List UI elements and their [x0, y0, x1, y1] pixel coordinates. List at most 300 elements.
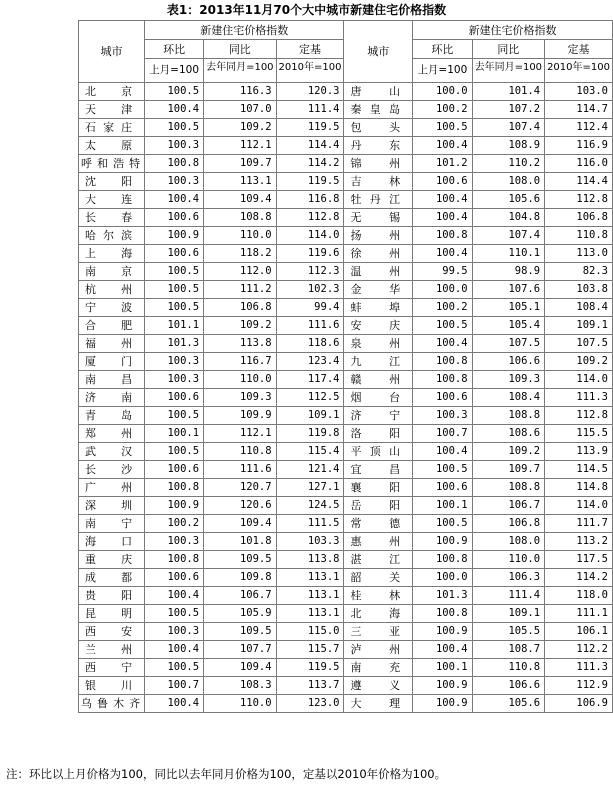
fixed-index-right: 114.4 — [545, 173, 613, 191]
table-row — [79, 317, 613, 335]
city-name-right: 三亚 — [344, 623, 413, 641]
mom-index-left: 100.5 — [145, 281, 204, 299]
fixed-index-right: 82.3 — [545, 263, 613, 281]
city-name-right: 唐山 — [344, 83, 413, 101]
mom-index-right: 100.5 — [413, 515, 472, 533]
city-name-right: 金华 — [344, 281, 413, 299]
yoy-index-right: 106.3 — [472, 569, 544, 587]
yoy-index-left: 108.3 — [204, 677, 276, 695]
city-name-right: 桂林 — [344, 587, 413, 605]
fixed-index-right: 106.1 — [545, 623, 613, 641]
city-name-right: 韶关 — [344, 569, 413, 587]
table-row — [79, 263, 613, 281]
table-row — [79, 299, 613, 317]
header-yoy-base-right: 去年同月=100 — [472, 59, 544, 83]
header-mom-base-right: 上月=100 — [413, 59, 472, 83]
table-row — [79, 461, 613, 479]
fixed-index-left: 123.4 — [276, 353, 344, 371]
fixed-index-right: 111.3 — [545, 659, 613, 677]
city-name-right: 锦州 — [344, 155, 413, 173]
city-name-right: 平顶山 — [344, 443, 413, 461]
header-group-left: 新建住宅价格指数 — [145, 21, 344, 40]
mom-index-left: 100.8 — [145, 479, 204, 497]
mom-index-right: 100.6 — [413, 389, 472, 407]
city-name-left: 深圳 — [79, 497, 145, 515]
mom-index-right: 100.8 — [413, 551, 472, 569]
table-row — [79, 389, 613, 407]
table-row — [79, 155, 613, 173]
fixed-index-right: 113.0 — [545, 245, 613, 263]
fixed-index-left: 112.8 — [276, 209, 344, 227]
yoy-index-right: 111.4 — [472, 587, 544, 605]
yoy-index-left: 109.4 — [204, 191, 276, 209]
yoy-index-left: 113.8 — [204, 335, 276, 353]
mom-index-right: 100.4 — [413, 641, 472, 659]
mom-index-right: 100.6 — [413, 173, 472, 191]
yoy-index-right: 106.6 — [472, 353, 544, 371]
mom-index-right: 100.5 — [413, 461, 472, 479]
yoy-index-right: 106.6 — [472, 677, 544, 695]
mom-index-left: 100.5 — [145, 605, 204, 623]
city-name-left: 长沙 — [79, 461, 145, 479]
city-name-left: 沈阳 — [79, 173, 145, 191]
yoy-index-right: 108.8 — [472, 407, 544, 425]
fixed-index-right: 112.2 — [545, 641, 613, 659]
city-name-left: 西安 — [79, 623, 145, 641]
fixed-index-right: 114.0 — [545, 371, 613, 389]
header-yoy-base-left: 去年同月=100 — [204, 59, 276, 83]
mom-index-left: 100.5 — [145, 263, 204, 281]
yoy-index-right: 110.2 — [472, 155, 544, 173]
city-name-right: 徐州 — [344, 245, 413, 263]
mom-index-left: 100.7 — [145, 677, 204, 695]
fixed-index-left: 113.1 — [276, 605, 344, 623]
fixed-index-right: 107.5 — [545, 335, 613, 353]
yoy-index-right: 110.0 — [472, 551, 544, 569]
mom-index-right: 100.5 — [413, 317, 472, 335]
mom-index-left: 100.9 — [145, 227, 204, 245]
city-name-left: 哈尔滨 — [79, 227, 145, 245]
fixed-index-left: 124.5 — [276, 497, 344, 515]
city-name-left: 兰州 — [79, 641, 145, 659]
yoy-index-right: 105.6 — [472, 695, 544, 713]
table-row — [79, 641, 613, 659]
table-row — [79, 551, 613, 569]
city-name-right: 安庆 — [344, 317, 413, 335]
city-name-right: 宜昌 — [344, 461, 413, 479]
mom-index-left: 100.1 — [145, 425, 204, 443]
table-row — [79, 245, 613, 263]
fixed-index-left: 119.8 — [276, 425, 344, 443]
header-city-left: 城市 — [79, 21, 145, 83]
city-name-left: 上海 — [79, 245, 145, 263]
table-row — [79, 569, 613, 587]
yoy-index-right: 108.8 — [472, 479, 544, 497]
mom-index-right: 100.0 — [413, 281, 472, 299]
mom-index-right: 100.1 — [413, 659, 472, 677]
mom-index-left: 100.5 — [145, 407, 204, 425]
fixed-index-left: 103.3 — [276, 533, 344, 551]
fixed-index-right: 114.8 — [545, 479, 613, 497]
mom-index-right: 100.8 — [413, 227, 472, 245]
city-name-left: 银川 — [79, 677, 145, 695]
yoy-index-left: 110.0 — [204, 227, 276, 245]
yoy-index-right: 108.9 — [472, 137, 544, 155]
city-name-right: 包头 — [344, 119, 413, 137]
yoy-index-left: 109.7 — [204, 155, 276, 173]
fixed-index-right: 110.8 — [545, 227, 613, 245]
fixed-index-right: 116.0 — [545, 155, 613, 173]
mom-index-right: 101.3 — [413, 587, 472, 605]
yoy-index-left: 116.3 — [204, 83, 276, 101]
mom-index-right: 100.7 — [413, 425, 472, 443]
city-name-left: 厦门 — [79, 353, 145, 371]
mom-index-left: 100.2 — [145, 515, 204, 533]
yoy-index-left: 113.1 — [204, 173, 276, 191]
yoy-index-left: 109.4 — [204, 515, 276, 533]
city-name-right: 大理 — [344, 695, 413, 713]
mom-index-left: 100.5 — [145, 83, 204, 101]
fixed-index-left: 120.3 — [276, 83, 344, 101]
table-row — [79, 173, 613, 191]
fixed-index-left: 111.6 — [276, 317, 344, 335]
fixed-index-right: 117.5 — [545, 551, 613, 569]
mom-index-left: 100.4 — [145, 191, 204, 209]
fixed-index-right: 114.0 — [545, 497, 613, 515]
mom-index-right: 100.9 — [413, 677, 472, 695]
mom-index-right: 100.5 — [413, 119, 472, 137]
yoy-index-right: 98.9 — [472, 263, 544, 281]
city-name-left: 北京 — [79, 83, 145, 101]
mom-index-left: 100.3 — [145, 371, 204, 389]
city-name-left: 南昌 — [79, 371, 145, 389]
mom-index-left: 100.9 — [145, 497, 204, 515]
table-row — [79, 371, 613, 389]
fixed-index-left: 119.5 — [276, 173, 344, 191]
yoy-index-right: 104.8 — [472, 209, 544, 227]
yoy-index-left: 112.1 — [204, 137, 276, 155]
fixed-index-right: 109.1 — [545, 317, 613, 335]
yoy-index-right: 105.5 — [472, 623, 544, 641]
header-yoy-left: 同比 — [204, 40, 276, 59]
mom-index-right: 100.9 — [413, 695, 472, 713]
header-mom-base-left: 上月=100 — [145, 59, 204, 83]
table-row — [79, 281, 613, 299]
table-row — [79, 659, 613, 677]
mom-index-left: 100.5 — [145, 119, 204, 137]
fixed-index-right: 111.1 — [545, 605, 613, 623]
table-row — [79, 353, 613, 371]
fixed-index-left: 115.0 — [276, 623, 344, 641]
fixed-index-left: 102.3 — [276, 281, 344, 299]
city-name-left: 西宁 — [79, 659, 145, 677]
mom-index-right: 100.9 — [413, 623, 472, 641]
fixed-index-right: 111.7 — [545, 515, 613, 533]
fixed-index-right: 106.8 — [545, 209, 613, 227]
mom-index-left: 100.4 — [145, 101, 204, 119]
mom-index-right: 100.4 — [413, 443, 472, 461]
header-fixed-base-left: 2010年=100 — [276, 59, 344, 83]
city-name-right: 扬州 — [344, 227, 413, 245]
yoy-index-left: 110.8 — [204, 443, 276, 461]
table-row — [79, 479, 613, 497]
yoy-index-right: 110.1 — [472, 245, 544, 263]
yoy-index-right: 109.1 — [472, 605, 544, 623]
city-name-left: 成都 — [79, 569, 145, 587]
mom-index-right: 99.5 — [413, 263, 472, 281]
mom-index-left: 100.6 — [145, 245, 204, 263]
city-name-left: 南京 — [79, 263, 145, 281]
table-row — [79, 407, 613, 425]
mom-index-left: 100.3 — [145, 533, 204, 551]
yoy-index-right: 109.7 — [472, 461, 544, 479]
mom-index-right: 100.4 — [413, 209, 472, 227]
table-row — [79, 119, 613, 137]
yoy-index-left: 118.2 — [204, 245, 276, 263]
header-fixed-right: 定基 — [545, 40, 613, 59]
yoy-index-left: 106.8 — [204, 299, 276, 317]
fixed-index-right: 114.5 — [545, 461, 613, 479]
table-row — [79, 515, 613, 533]
city-name-left: 郑州 — [79, 425, 145, 443]
fixed-index-left: 119.5 — [276, 119, 344, 137]
city-name-right: 吉林 — [344, 173, 413, 191]
yoy-index-left: 107.0 — [204, 101, 276, 119]
fixed-index-left: 113.1 — [276, 569, 344, 587]
yoy-index-left: 109.8 — [204, 569, 276, 587]
city-name-left: 呼和浩特 — [79, 155, 145, 173]
yoy-index-left: 109.5 — [204, 551, 276, 569]
yoy-index-left: 110.0 — [204, 371, 276, 389]
city-name-left: 昆明 — [79, 605, 145, 623]
table-row — [79, 443, 613, 461]
yoy-index-left: 120.6 — [204, 497, 276, 515]
mom-index-right: 100.0 — [413, 569, 472, 587]
yoy-index-right: 107.5 — [472, 335, 544, 353]
yoy-index-left: 112.0 — [204, 263, 276, 281]
mom-index-left: 100.3 — [145, 353, 204, 371]
price-index-table — [78, 20, 613, 713]
city-name-left: 济南 — [79, 389, 145, 407]
city-name-right: 牡丹江 — [344, 191, 413, 209]
mom-index-right: 100.8 — [413, 353, 472, 371]
mom-index-left: 101.3 — [145, 335, 204, 353]
yoy-index-right: 107.2 — [472, 101, 544, 119]
fixed-index-left: 114.0 — [276, 227, 344, 245]
city-name-left: 长春 — [79, 209, 145, 227]
fixed-index-left: 115.7 — [276, 641, 344, 659]
mom-index-right: 101.2 — [413, 155, 472, 173]
table-row — [79, 623, 613, 641]
city-name-right: 烟台 — [344, 389, 413, 407]
yoy-index-left: 109.2 — [204, 317, 276, 335]
table-row — [79, 497, 613, 515]
city-name-right: 常德 — [344, 515, 413, 533]
yoy-index-left: 106.7 — [204, 587, 276, 605]
table-row — [79, 83, 613, 101]
mom-index-right: 100.0 — [413, 83, 472, 101]
fixed-index-left: 118.6 — [276, 335, 344, 353]
header-fixed-base-right: 2010年=100 — [545, 59, 613, 83]
fixed-index-right: 106.9 — [545, 695, 613, 713]
yoy-index-left: 111.2 — [204, 281, 276, 299]
mom-index-left: 100.6 — [145, 461, 204, 479]
yoy-index-right: 109.2 — [472, 443, 544, 461]
city-name-left: 天津 — [79, 101, 145, 119]
yoy-index-right: 105.1 — [472, 299, 544, 317]
mom-index-left: 100.5 — [145, 659, 204, 677]
city-name-right: 赣州 — [344, 371, 413, 389]
fixed-index-right: 112.9 — [545, 677, 613, 695]
yoy-index-right: 110.8 — [472, 659, 544, 677]
city-name-left: 武汉 — [79, 443, 145, 461]
city-name-right: 洛阳 — [344, 425, 413, 443]
city-name-right: 泸州 — [344, 641, 413, 659]
fixed-index-left: 114.2 — [276, 155, 344, 173]
city-name-left: 广州 — [79, 479, 145, 497]
fixed-index-left: 127.1 — [276, 479, 344, 497]
yoy-index-left: 110.0 — [204, 695, 276, 713]
city-name-left: 重庆 — [79, 551, 145, 569]
fixed-index-left: 113.8 — [276, 551, 344, 569]
yoy-index-right: 107.6 — [472, 281, 544, 299]
city-name-left: 海口 — [79, 533, 145, 551]
fixed-index-right: 118.0 — [545, 587, 613, 605]
yoy-index-left: 120.7 — [204, 479, 276, 497]
header-row-1 — [79, 21, 613, 40]
mom-index-left: 100.4 — [145, 695, 204, 713]
fixed-index-right: 111.3 — [545, 389, 613, 407]
header-city-right: 城市 — [344, 21, 413, 83]
yoy-index-right: 107.4 — [472, 119, 544, 137]
mom-index-right: 100.2 — [413, 299, 472, 317]
yoy-index-right: 105.4 — [472, 317, 544, 335]
fixed-index-left: 116.8 — [276, 191, 344, 209]
mom-index-right: 100.4 — [413, 191, 472, 209]
mom-index-right: 100.8 — [413, 605, 472, 623]
fixed-index-left: 121.4 — [276, 461, 344, 479]
mom-index-right: 100.6 — [413, 479, 472, 497]
fixed-index-right: 108.4 — [545, 299, 613, 317]
yoy-index-left: 105.9 — [204, 605, 276, 623]
yoy-index-right: 108.7 — [472, 641, 544, 659]
fixed-index-left: 111.5 — [276, 515, 344, 533]
header-fixed-left: 定基 — [276, 40, 344, 59]
fixed-index-right: 113.2 — [545, 533, 613, 551]
mom-index-left: 100.5 — [145, 443, 204, 461]
city-name-right: 泉州 — [344, 335, 413, 353]
fixed-index-left: 112.3 — [276, 263, 344, 281]
header-yoy-right: 同比 — [472, 40, 544, 59]
city-name-left: 太原 — [79, 137, 145, 155]
table-row — [79, 587, 613, 605]
mom-index-right: 100.8 — [413, 371, 472, 389]
fixed-index-right: 113.9 — [545, 443, 613, 461]
fixed-index-left: 112.5 — [276, 389, 344, 407]
table-row — [79, 335, 613, 353]
city-name-left: 乌鲁木齐 — [79, 695, 145, 713]
city-name-right: 无锡 — [344, 209, 413, 227]
city-name-right: 温州 — [344, 263, 413, 281]
mom-index-right: 100.1 — [413, 497, 472, 515]
city-name-right: 惠州 — [344, 533, 413, 551]
city-name-right: 北海 — [344, 605, 413, 623]
city-name-right: 秦皇岛 — [344, 101, 413, 119]
header-mom-right: 环比 — [413, 40, 472, 59]
fixed-index-left: 117.4 — [276, 371, 344, 389]
fixed-index-right: 112.4 — [545, 119, 613, 137]
yoy-index-right: 106.8 — [472, 515, 544, 533]
city-name-right: 遵义 — [344, 677, 413, 695]
yoy-index-left: 108.8 — [204, 209, 276, 227]
table-row — [79, 209, 613, 227]
yoy-index-left: 109.4 — [204, 659, 276, 677]
header-mom-left: 环比 — [145, 40, 204, 59]
yoy-index-right: 105.6 — [472, 191, 544, 209]
table-row — [79, 533, 613, 551]
yoy-index-left: 109.9 — [204, 407, 276, 425]
fixed-index-left: 123.0 — [276, 695, 344, 713]
fixed-index-right: 114.2 — [545, 569, 613, 587]
table-row — [79, 695, 613, 713]
table-body — [79, 83, 613, 713]
yoy-index-left: 109.2 — [204, 119, 276, 137]
city-name-left: 石家庄 — [79, 119, 145, 137]
fixed-index-left: 113.1 — [276, 587, 344, 605]
mom-index-left: 100.3 — [145, 173, 204, 191]
mom-index-left: 100.8 — [145, 551, 204, 569]
city-name-left: 贵阳 — [79, 587, 145, 605]
table-row — [79, 605, 613, 623]
footnote: 注：环比以上月价格为100，同比以去年同月价格为100，定基以2010年价格为100。 — [6, 767, 447, 781]
mom-index-left: 100.4 — [145, 641, 204, 659]
fixed-index-right: 115.5 — [545, 425, 613, 443]
yoy-index-right: 108.0 — [472, 173, 544, 191]
mom-index-left: 100.6 — [145, 209, 204, 227]
mom-index-left: 100.3 — [145, 623, 204, 641]
mom-index-right: 100.2 — [413, 101, 472, 119]
table-title: 表1：2013年11月70个大中城市新建住宅价格指数 — [166, 3, 447, 17]
fixed-index-right: 103.0 — [545, 83, 613, 101]
city-name-right: 九江 — [344, 353, 413, 371]
fixed-index-right: 109.2 — [545, 353, 613, 371]
city-name-right: 襄阳 — [344, 479, 413, 497]
city-name-left: 杭州 — [79, 281, 145, 299]
yoy-index-right: 107.4 — [472, 227, 544, 245]
mom-index-left: 100.6 — [145, 389, 204, 407]
mom-index-left: 100.3 — [145, 137, 204, 155]
mom-index-right: 100.4 — [413, 335, 472, 353]
city-name-right: 济宁 — [344, 407, 413, 425]
city-name-right: 湛江 — [344, 551, 413, 569]
yoy-index-left: 109.5 — [204, 623, 276, 641]
city-name-right: 丹东 — [344, 137, 413, 155]
fixed-index-right: 112.8 — [545, 407, 613, 425]
fixed-index-left: 99.4 — [276, 299, 344, 317]
fixed-index-left: 109.1 — [276, 407, 344, 425]
city-name-right: 蚌埠 — [344, 299, 413, 317]
yoy-index-left: 101.8 — [204, 533, 276, 551]
mom-index-left: 100.6 — [145, 569, 204, 587]
yoy-index-right: 101.4 — [472, 83, 544, 101]
mom-index-left: 100.4 — [145, 587, 204, 605]
yoy-index-right: 108.4 — [472, 389, 544, 407]
yoy-index-left: 111.6 — [204, 461, 276, 479]
city-name-left: 福州 — [79, 335, 145, 353]
table-row — [79, 227, 613, 245]
yoy-index-right: 108.6 — [472, 425, 544, 443]
city-name-left: 南宁 — [79, 515, 145, 533]
